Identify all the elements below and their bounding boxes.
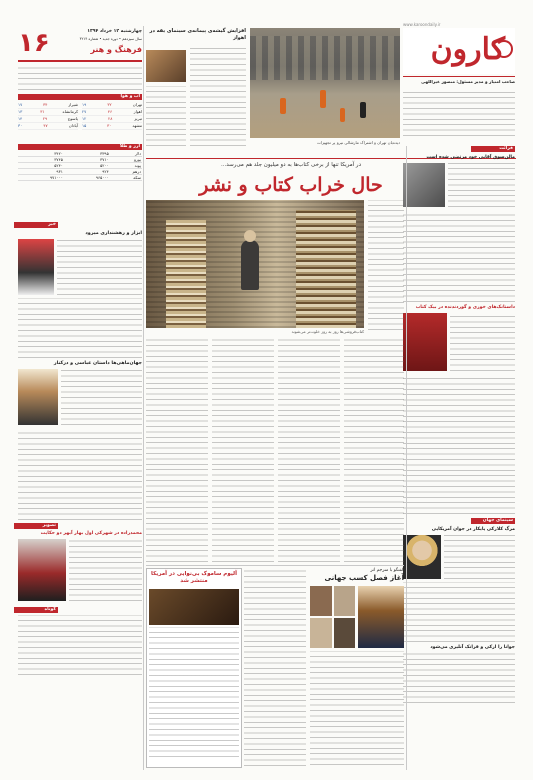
currency-name: درهم [110,169,142,175]
weather-city: تبریز [134,116,142,121]
top-story-title: افزایش گیشه‌ی پیمانه‌ی سینمای یقه در اهواز [149,28,246,41]
main-headline: حال خراب کتاب و نشر [199,174,383,196]
left-bottom-title: کوتاه [14,607,58,613]
person-photo [403,535,441,579]
currency-box [18,144,142,188]
top-story [146,28,246,153]
section-label: فرهنگ و هنر [90,45,142,54]
right-section-title: قرائت [471,146,515,152]
weather-city: مشهد [132,123,142,128]
weather-title: آب و هوا [18,94,142,100]
bottom-box-photo [149,589,239,625]
weather-max: ۴۶ [107,109,113,114]
weather-row [82,116,142,123]
left-item1-title: ابزار و رهشنداری میرود [85,231,142,236]
weather-min: ۱۳ [18,109,23,114]
left-column [18,222,142,770]
left-film-poster [18,539,66,601]
weather-city: تهران [132,102,142,107]
book-cover-1 [403,163,445,207]
weather-city: یاسوج [67,116,78,121]
currency-row [18,175,142,181]
masthead [403,22,515,140]
weather-max: ۳۱ [40,109,45,114]
left-book-cover [18,239,54,295]
weather-row [18,116,78,123]
weather-min: ۱۹ [82,102,87,107]
weather-city: شیراز [68,102,78,107]
weather-row [82,102,142,109]
left-news-title: خبر [14,222,58,228]
interview-thumbs [310,586,355,648]
left-poster [18,369,58,425]
currency-sell: ۹۷۱۰۰۰ [18,175,64,181]
weather-max: ۳۰ [107,123,112,128]
weather-city: کرمانشاه [62,109,78,114]
interview-block [310,568,404,766]
date-line: چهارشنبه ۱۲ خرداد ۱۳۹۴ [87,29,142,34]
left-photo-title: تصویر [14,523,58,529]
weather-max: ۲۹ [42,116,48,121]
currency-buy: ۳۷۱۰ [64,157,110,163]
page-header-block [18,28,142,62]
publisher-line: صاحب امتیاز و مدیر مسئول: منصور غیراللهی [421,79,515,84]
bottom-box [146,568,242,768]
weather-min: ۱۲ [82,116,87,121]
currency-buy: ۵۲۰۰ [64,163,110,169]
website-text: www.karoondaily.ir [403,22,441,27]
bottom-article-a [244,568,306,766]
right-item2-title: داستانک‌های خوزی و گوردندنده در بیک کتاب [415,305,515,310]
currency-sell: ۳۴۲۰ [18,151,64,157]
weather-city: آبادان [68,123,78,128]
person-caption: مرگ کلارکی پایکار در جوان آمریکایی [431,527,515,532]
weather-min: ۱۷ [18,102,23,107]
main-article-body-c [278,336,340,562]
currency-buy: ۹۶۵۰۰۰ [64,175,110,181]
main-article-body-b [212,336,274,562]
weather-row [18,109,78,116]
weather-max: ۳۲ [107,102,112,107]
weather-box [18,94,142,140]
weather-min: ۲۷ [82,109,87,114]
main-article-body-a [146,336,208,562]
weather-max: ۲۸ [108,116,113,121]
weather-city: اهواز [133,109,142,114]
issue-line: سال سیزدهم • دوره جدید • شماره ۴۲۱۴ [79,37,142,41]
currency-sell: ۳۷۴۵ [18,157,64,163]
weather-row [18,102,78,109]
top-story-photo [146,50,186,82]
currency-buy: ۳۳۹۵ [64,151,110,157]
currency-title: ارز و طلا [18,144,142,150]
currency-name: پوند [110,163,142,169]
currency-sell: ۵۲۴۰ [18,163,64,169]
weather-min: ۱۵ [82,123,87,128]
main-photo [146,200,364,328]
currency-sell: ۹۳۱ [18,169,64,175]
logo-swirl-icon [495,40,513,58]
top-photo [250,28,400,138]
section-intro [18,64,142,90]
masthead-imprint [403,90,515,136]
top-photo-caption: دیده‌بان تهران و اشتراک مارشالی نیرو پر تجهیزات [317,140,400,145]
book-cover-2 [403,313,447,371]
right-item1-title: مالن‌سوق آقایی خود مرتضی شده است [426,155,515,160]
interview-photo [358,586,404,648]
weather-min: ۳۰ [18,123,23,128]
currency-name: دلار [110,151,142,157]
currency-table [18,151,142,181]
logo-text: کارون [430,32,505,67]
right-section2-title: سینمای جهان [471,518,515,524]
bottom-box-title: آلیوم ساموک بی‌نوایی در آمریکا منتشر شد [151,571,237,584]
logo [403,28,515,74]
left-poster-headline: محمدزاده در شهرکی اول بهار آبهر دو حکایت [40,531,142,536]
weather-max: ۴۷ [43,123,48,128]
main-article-col-1 [368,200,404,330]
currency-buy: ۹۲۴ [64,169,110,175]
interview-title: آغاز فصل کسب جهانی [324,574,404,582]
weather-row [82,109,142,116]
interview-kicker: گفتگو با مترجم اثر [370,568,404,573]
currency-name: یورو [110,157,142,163]
main-kicker: در آمریکا تنها از برخی کتاب‌ها به دو میلیون جلد هم می‌رسد... [220,162,362,168]
main-article-body-d [344,336,404,562]
page-number: ۱۶ [18,28,50,58]
weather-min: ۱۴ [18,116,23,121]
right-column [403,146,515,770]
left-item2-title: جهان‌ماهی‌ها داستان عباسی و درکنار [53,361,142,366]
weather-grid [18,102,142,130]
weather-row [18,123,78,130]
weather-row [82,123,142,130]
currency-name: سکه [110,175,142,181]
main-photo-caption: کتاب‌فروشی‌ها روز به روز خلوت‌تر می‌شوند [291,329,364,334]
quote-title: جوانا را ازکی و فرانک آنلیزی می‌شود [430,645,515,650]
weather-max: ۳۴ [43,102,48,107]
